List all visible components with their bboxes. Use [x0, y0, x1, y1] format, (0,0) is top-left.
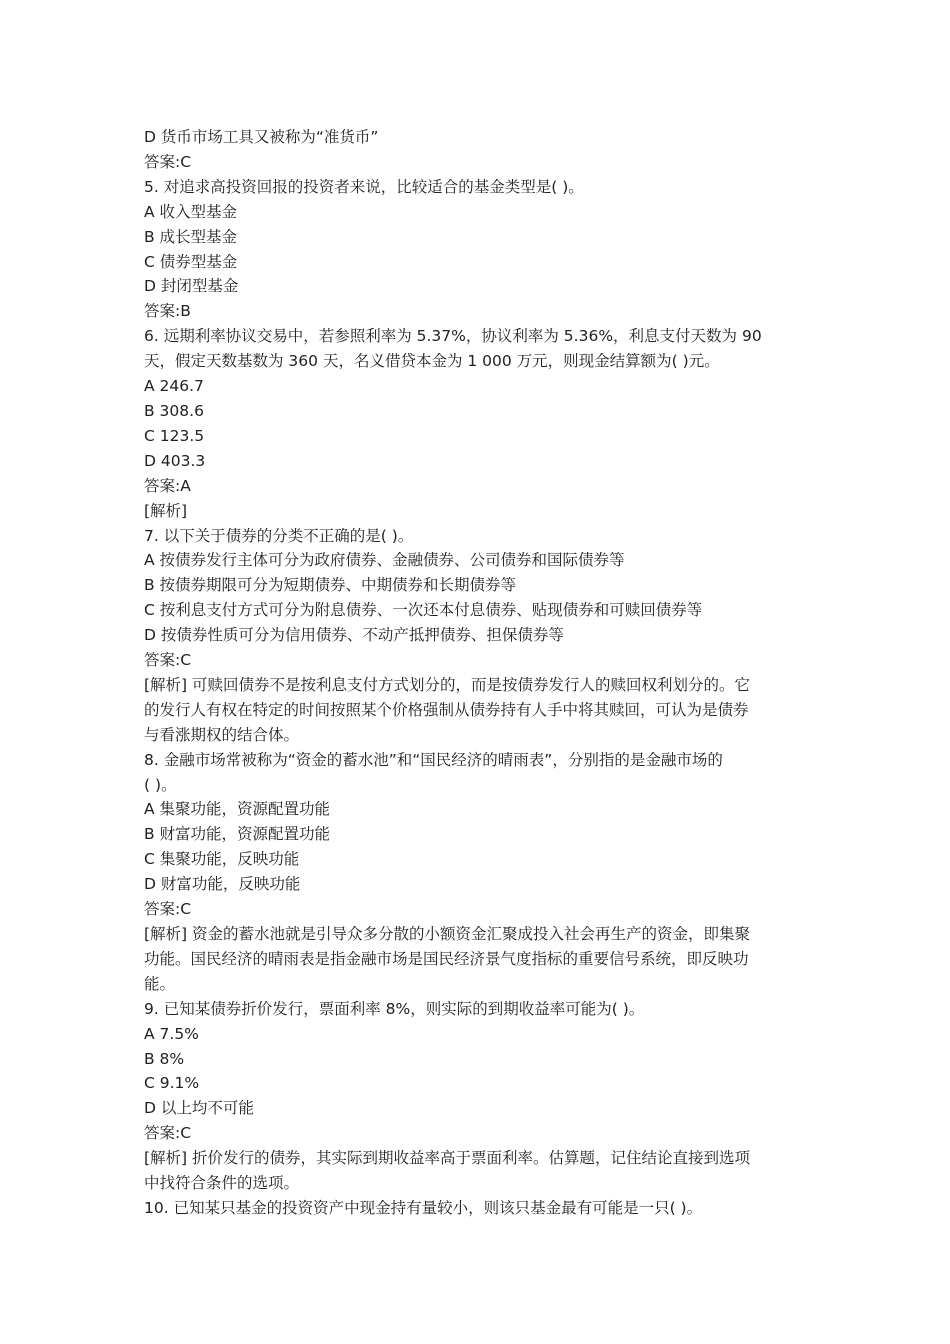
text-line: 能。 [144, 974, 176, 993]
text-line: 6. 远期利率协议交易中，若参照利率为 5.37%，协议利率为 5.36%，利息支付天数为 90 [144, 327, 762, 346]
text-line: C 债券型基金 [144, 252, 238, 271]
text-line: 答案:B [144, 302, 191, 321]
text-line: ( )。 [144, 775, 177, 794]
text-line: D 以上均不可能 [144, 1099, 254, 1118]
text-line: A 7.5% [144, 1024, 199, 1043]
text-line: B 财富功能，资源配置功能 [144, 825, 331, 844]
text-line: 10. 已知某只基金的投资资产中现金持有量较小，则该只基金最有可能是一只( )。 [144, 1198, 703, 1217]
text-line: 答案:C [144, 651, 192, 670]
text-line: B 8% [144, 1049, 185, 1068]
text-line: D 403.3 [144, 451, 206, 470]
text-line: 中找符合条件的选项。 [144, 1174, 300, 1193]
text-line: 答案:C [144, 1124, 192, 1143]
text-line: 5. 对追求高投资回报的投资者来说，比较适合的基金类型是( )。 [144, 177, 584, 196]
text-line: 功能。国民经济的晴雨表是指金融市场是国民经济景气度指标的重要信号系统，即反映功 [144, 949, 749, 968]
text-line: 与看涨期权的结合体。 [144, 725, 300, 744]
text-line: D 财富功能，反映功能 [144, 875, 301, 894]
text-line: [解析] 资金的蓄水池就是引导众多分散的小额资金汇聚成投入社会再生产的资金，即集聚 [144, 925, 751, 943]
text-line: 天，假定天数基数为 360 天，名义借贷本金为 1 000 万元，则现金结算额为( )元。 [144, 352, 720, 371]
text-line: C 123.5 [144, 426, 205, 445]
text-line: B 308.6 [144, 401, 204, 420]
text-line: 答案:C [144, 900, 192, 919]
text-line: D 按债券性质可分为信用债券、不动产抵押债券、担保债券等 [144, 626, 564, 645]
text-line: [解析] 可赎回债券不是按利息支付方式划分的，而是按债券发行人的赎回权利划分的。它 [144, 675, 751, 694]
text-line: A 按债券发行主体可分为政府债券、金融债券、公司债券和国际债券等 [144, 551, 625, 570]
document-body [144, 125, 810, 1221]
text-line: B 按债券期限可分为短期债券、中期债券和长期债券等 [144, 576, 517, 595]
text-line: A 集聚功能，资源配置功能 [144, 800, 331, 819]
text-line: C 9.1% [144, 1074, 200, 1093]
text-line: 7. 以下关于债券的分类不正确的是( )。 [144, 526, 414, 545]
text-line: 8. 金融市场常被称为“资金的蓄水池”和“国民经济的晴雨表”，分别指的是金融市场的 [144, 750, 723, 769]
text-line: [解析] [144, 501, 188, 520]
text-line: A 246.7 [144, 377, 204, 396]
text-line: D 货币市场工具又被称为“准货币” [144, 128, 379, 146]
text-line: A 收入型基金 [144, 202, 238, 221]
text-line: D 封闭型基金 [144, 277, 239, 296]
text-line: 9. 已知某债券折价发行，票面利率 8%，则实际的到期收益率可能为( )。 [144, 999, 645, 1018]
text-line: [解析] 折价发行的债券，其实际到期收益率高于票面利率。估算题，记住结论直接到选项 [144, 1149, 751, 1168]
text-line: C 按利息支付方式可分为附息债券、一次还本付息债券、贴现债券和可赎回债券等 [144, 601, 703, 620]
text-line: 答案:C [144, 152, 192, 171]
text-line: 答案:A [144, 476, 191, 495]
text-line: C 集聚功能，反映功能 [144, 850, 300, 869]
text-line: B 成长型基金 [144, 227, 238, 246]
text-line: 的发行人有权在特定的时间按照某个价格强制从债券持有人手中将其赎回，可认为是债券 [144, 700, 749, 719]
